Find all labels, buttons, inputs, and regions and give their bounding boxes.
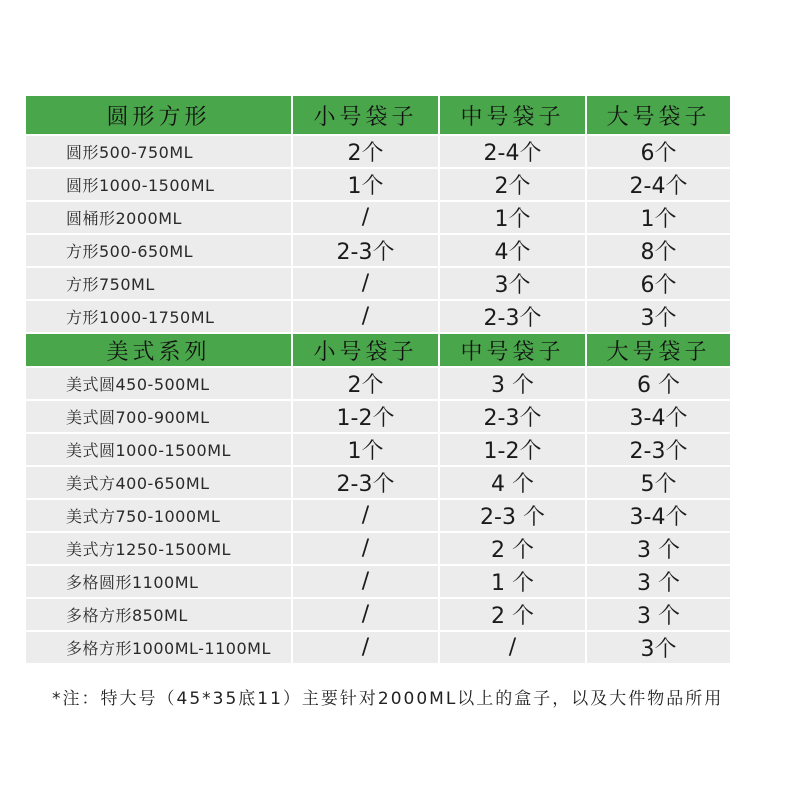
medium-bag-count: 2-4个 [440, 136, 585, 167]
footnote: *注：特大号（45*35底11）主要针对2000ML以上的盒子，以及大件物品所用 [52, 689, 724, 709]
large-bag-count: 3个 [587, 301, 730, 332]
medium-bag-count: 1个 [440, 202, 585, 233]
small-bag-count: 1个 [293, 169, 438, 200]
table-row [26, 301, 730, 332]
small-bag-count: / [293, 632, 438, 663]
small-bag-count: 2个 [293, 368, 438, 399]
small-bag-count: 2-3个 [293, 467, 438, 498]
section-header-row [26, 334, 730, 366]
medium-bag-count: 3 个 [440, 368, 585, 399]
medium-bag-count: 4个 [440, 235, 585, 266]
column-header-small-bag: 小号袋子 [293, 96, 438, 134]
container-type-label: 方形750ML [26, 268, 291, 299]
container-type-label: 圆形1000-1500ML [26, 169, 291, 200]
large-bag-count: 5个 [587, 467, 730, 498]
table-row [26, 169, 730, 200]
medium-bag-count: 1-2个 [440, 434, 585, 465]
medium-bag-count: 4 个 [440, 467, 585, 498]
column-header-medium-bag: 中号袋子 [440, 96, 585, 134]
small-bag-count: / [293, 202, 438, 233]
large-bag-count: 6个 [587, 136, 730, 167]
container-type-label: 美式圆700-900ML [26, 401, 291, 432]
large-bag-count: 3 个 [587, 566, 730, 597]
small-bag-count: / [293, 599, 438, 630]
column-header-medium-bag: 中号袋子 [440, 334, 585, 366]
container-type-label: 方形1000-1750ML [26, 301, 291, 332]
container-type-label: 美式方400-650ML [26, 467, 291, 498]
column-header-small-bag: 小号袋子 [293, 334, 438, 366]
column-header-large-bag: 大号袋子 [587, 96, 730, 134]
small-bag-count: 1-2个 [293, 401, 438, 432]
large-bag-count: 3 个 [587, 533, 730, 564]
section-title: 美式系列 [26, 334, 291, 366]
table-row [26, 434, 730, 465]
small-bag-count: / [293, 500, 438, 531]
medium-bag-count: 2 个 [440, 599, 585, 630]
large-bag-count: 2-3个 [587, 434, 730, 465]
large-bag-count: 1个 [587, 202, 730, 233]
small-bag-count: / [293, 566, 438, 597]
large-bag-count: 6 个 [587, 368, 730, 399]
table-row [26, 632, 730, 663]
container-type-label: 多格圆形1100ML [26, 566, 291, 597]
container-type-label: 美式圆1000-1500ML [26, 434, 291, 465]
table-row [26, 566, 730, 597]
container-type-label: 方形500-650ML [26, 235, 291, 266]
large-bag-count: 6个 [587, 268, 730, 299]
container-type-label: 美式圆450-500ML [26, 368, 291, 399]
bag-size-table [26, 96, 730, 663]
small-bag-count: 2个 [293, 136, 438, 167]
small-bag-count: / [293, 301, 438, 332]
large-bag-count: 3 个 [587, 599, 730, 630]
medium-bag-count: 1 个 [440, 566, 585, 597]
medium-bag-count: / [440, 632, 585, 663]
small-bag-count: / [293, 533, 438, 564]
container-type-label: 圆桶形2000ML [26, 202, 291, 233]
container-type-label: 圆形500-750ML [26, 136, 291, 167]
table-row [26, 136, 730, 167]
table-row [26, 268, 730, 299]
large-bag-count: 8个 [587, 235, 730, 266]
column-header-large-bag: 大号袋子 [587, 334, 730, 366]
medium-bag-count: 2 个 [440, 533, 585, 564]
table-row [26, 533, 730, 564]
table-row [26, 202, 730, 233]
table-row [26, 368, 730, 399]
large-bag-count: 3-4个 [587, 500, 730, 531]
medium-bag-count: 2-3个 [440, 301, 585, 332]
container-type-label: 多格方形1000ML-1100ML [26, 632, 291, 663]
medium-bag-count: 2个 [440, 169, 585, 200]
table-row [26, 599, 730, 630]
container-type-label: 美式方750-1000ML [26, 500, 291, 531]
large-bag-count: 2-4个 [587, 169, 730, 200]
small-bag-count: / [293, 268, 438, 299]
table-row [26, 401, 730, 432]
table-row [26, 235, 730, 266]
table-row [26, 467, 730, 498]
section-header-row [26, 96, 730, 134]
container-type-label: 美式方1250-1500ML [26, 533, 291, 564]
medium-bag-count: 2-3个 [440, 401, 585, 432]
table-row [26, 500, 730, 531]
large-bag-count: 3个 [587, 632, 730, 663]
medium-bag-count: 2-3 个 [440, 500, 585, 531]
small-bag-count: 1个 [293, 434, 438, 465]
container-type-label: 多格方形850ML [26, 599, 291, 630]
large-bag-count: 3-4个 [587, 401, 730, 432]
section-title: 圆形方形 [26, 96, 291, 134]
small-bag-count: 2-3个 [293, 235, 438, 266]
medium-bag-count: 3个 [440, 268, 585, 299]
